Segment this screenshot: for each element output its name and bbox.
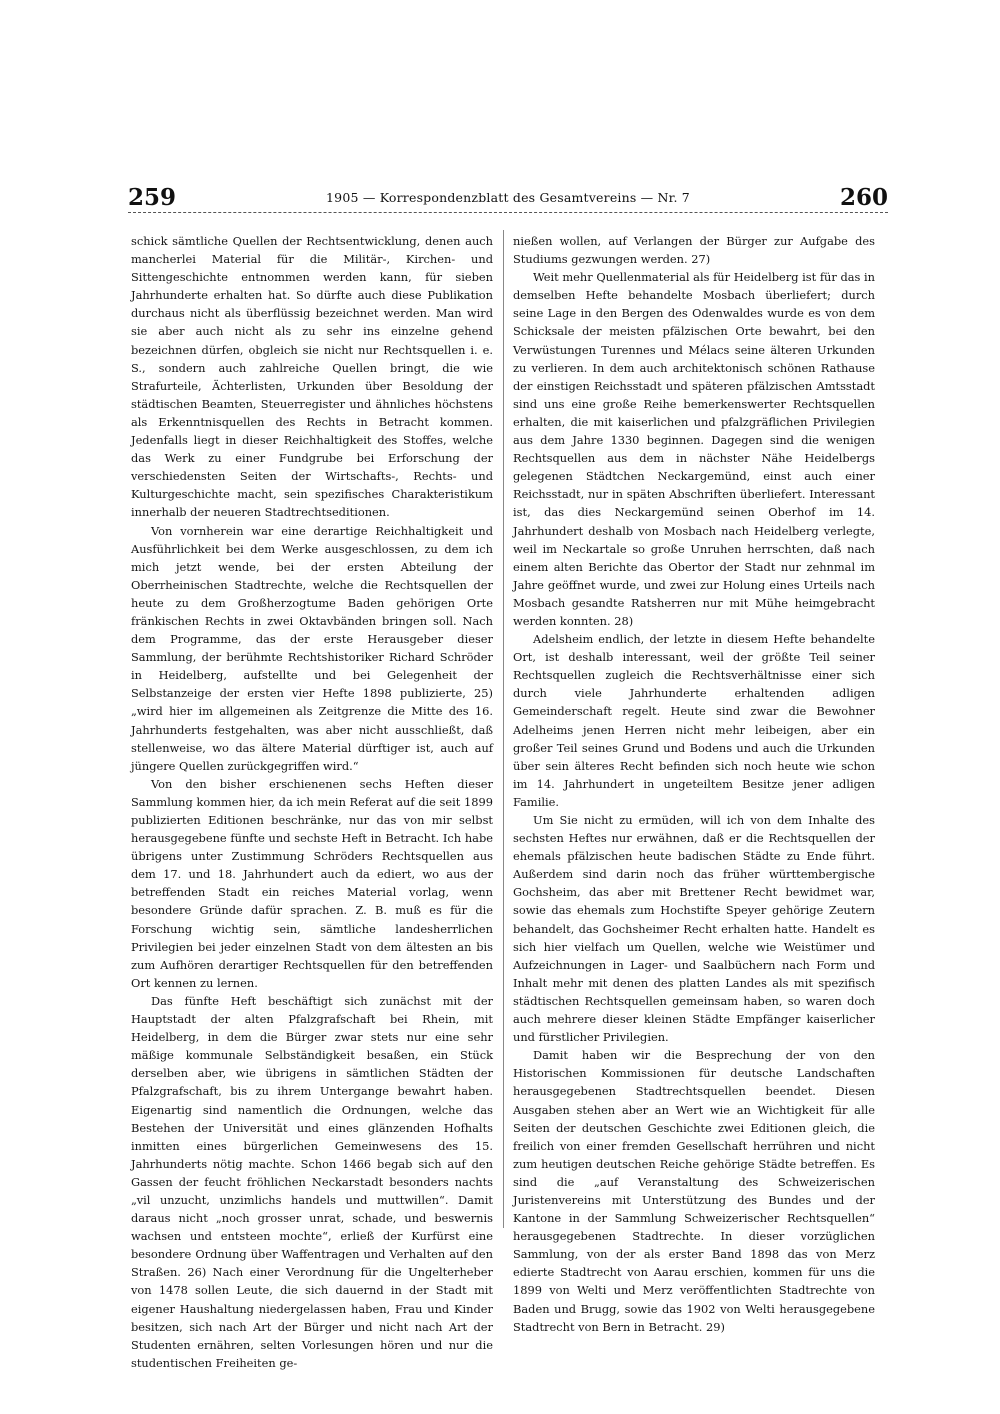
paragraph: nießen wollen, auf Verlangen der Bürger zur Aufgabe des Studiums gezwungen werden. 27) — [513, 234, 875, 267]
paragraph: Um Sie nicht zu ermüden, will ich von dem Inhalte des sechsten Heftes nur erwähnen, daß er die Rechtsquellen der ehemals pfälzischen heute badischen Städte zu Ende führt. Außerdem sind darin noch das früher württembergische Gochsheim, das aber mit Brettener Recht bewidmet war, sowie das ehemals zum Hochstifte Speyer gehörige Zeutern behandelt, das Gochsheimer Recht erhalten hatte. Handelt es sich hier vielfach um Quellen, welche wie Weistümer und Aufzeichnungen in Lager- und Saalbüchern nach Form und Inhalt mehr mit denen des platten Landes als mit spezifisch städtischen Rechtsquellen gemeinsam haben, so waren doch auch mehrere dieser kleinen Städte Empfänger kaiserlicher und fürstlicher Privilegien. — [513, 813, 875, 1045]
running-title: 1905 — Korrespondenzblatt des Gesamtvereins — Nr. 7 — [326, 190, 690, 205]
header-rule — [128, 212, 888, 213]
paragraph: Von vornherein war eine derartige Reichhaltigkeit und Ausführlichkeit bei dem Werke ausgeschlossen, zu dem ich mich jetzt wende, bei der ersten Abteilung der Oberrheinischen Stadtrechte, welche die Rechtsquellen der heute zu dem Großherzogtume Baden gehörigen Orte fränkischen Rechts in zwei Oktavbänden bringen soll. Nach dem Programme, das der erste Herausgeber dieser Sammlung, der berühmte Rechtshistoriker Richard Schröder in Heidelberg, aufstellte und bei Gelegenheit der Selbstanzeige der ersten vier Hefte 1898 publizierte, 25) „wird hier im allgemeinen als Zeitgrenze die Mitte des 16. Jahrhunderts festgehalten, was aber nicht ausschließt, daß stellenweise, wo das ältere Material dürftiger ist, auch auf jüngere Quellen zurückgegriffen wird.“ — [131, 523, 493, 773]
left-column — [131, 232, 493, 1372]
page-header — [128, 184, 888, 214]
paragraph: Adelsheim endlich, der letzte in diesem Hefte behandelte Ort, ist deshalb interessant, weil der größte Teil seiner Rechtsquellen zugleich die Rechtsverhältnisse einer sich durch viele Jahrhunderte erhaltenden adligen Gemeinderschaft regelt. Heute sind zwar die Bewohner Adelheims jenen Herren nicht mehr leibeigen, aber ein großer Teil seines Grund und Bodens und auch die Urkunden über sein älteres Recht befinden sich noch heute wie schon im 14. Jahrhundert in ungeteiltem Besitze jener adligen Familie. — [513, 632, 875, 809]
paragraph: Das fünfte Heft beschäftigt sich zunächst mit der Hauptstadt der alten Pfalzgrafschaft bei Rhein, mit Heidelberg, in dem die Bürger zwar stets nur eine sehr mäßige kommunale Selbständigkeit besaßen, ein Stück derselben aber, wie übrigens in sämtlichen Städten der Pfalzgrafschaft, bis zu ihrem Untergange bewahrt haben. Eigenartig sind namentlich die Ordnungen, welche das Bestehen der Universität und eines glänzenden Hofhalts inmitten eines bürgerlichen Gemeinwesens des 15. Jahrhunderts nötig machte. Schon 1466 begab sich auf den Gassen der feucht fröhlichen Neckarstadt besonders nachts „vil unzucht, unzimlichs handels und muttwillen“. Damit daraus nicht „noch grosser unrat, schade, und beswernis wachsen und entsteen mochte“, erließ der Kurfürst eine besondere Ordnung über Waffentragen und Verhalten auf den Straßen. 26) Nach einer Verordnung für die Ungelterheber von 1478 sollen Leute, die sich dauernd in der Stadt mit eigener Haushaltung niedergelassen haben, Frau und Kinder besitzen, sich nach Art der Bürger und nicht nach Art der Studenten ernähren, selten Vorlesungen hören und nur die studentischen Freiheiten ge- — [131, 993, 493, 1370]
column-divider — [503, 230, 504, 1228]
paragraph: Weit mehr Quellenmaterial als für Heidelberg ist für das in demselben Hefte behandelte Mosbach überliefert; durch seine Lage in den Bergen des Odenwaldes wurde es von dem Schicksale der meisten pfälzischen Orte bewahrt, bei den Verwüstungen Turennes und Mélacs seine älteren Urkunden zu verlieren. In dem auch architektonisch schönen Rathause der einstigen Reichsstadt und späteren pfälzischen Amtsstadt sind uns eine große Reihe bemerkenswerter Rechtsquellen erhalten, die mit kaiserlichen und pfalzgräflichen Privilegien aus dem Jahre 1330 beginnen. Dagegen sind die wenigen Rechtsquellen aus dem in nächster Nähe Heidelbergs gelegenen Städtchen Neckargemünd, einst auch einer Reichsstadt, nur in späten Abschriften überliefert. Interessant ist, das dies Neckargemünd seinen Oberhof im 14. Jahrhundert deshalb von Mosbach nach Heidelberg verlegte, weil im Neckartale so große Unruhen herrschten, daß nach einem alten Berichte das Obertor der Stadt nur zehnmal im Jahre geöffnet wurde, und zwei zur Holung eines Urteils nach Mosbach gesandte Ratsherren nur mit Mühe heimgebracht werden konnten. 28) — [513, 270, 875, 628]
page-number-right: 260 — [839, 184, 888, 211]
right-column — [513, 232, 875, 1336]
page-number-left: 259 — [128, 184, 177, 211]
paragraph: Damit haben wir die Besprechung der von den Historischen Kommissionen für deutsche Landschaften herausgegebenen Stadtrechtsquellen beendet. Diesen Ausgaben stehen aber an Wert wie an Wichtigkeit für alle Seiten der deutschen Geschichte zwei Editionen gleich, die freilich von einer fremden Gesellschaft herrühren und nicht zum heutigen deutschen Reiche gehörige Städte betreffen. Es sind die „auf Veranstaltung des Schweizerischen Juristenvereins mit Unterstützung des Bundes und der Kantone in der Sammlung Schweizerischer Rechtsquellen“ herausgegebenen Stadtrechte. In dieser vorzüglichen Sammlung, von der als erster Band 1898 das von Merz edierte Stadtrecht von Aarau erschien, kommen für uns die 1899 von Welti und Merz veröffentlichten Stadtrechte von Baden und Brugg, sowie das 1902 von Welti herausgegebene Stadtrecht von Bern in Betracht. 29) — [513, 1048, 875, 1334]
paragraph: Von den bisher erschienenen sechs Heften dieser Sammlung kommen hier, da ich mein Referat auf die seit 1899 publizierten Editionen beschränke, nur das von mir selbst herausgegebene fünfte und sechste Heft in Betracht. Ich habe übrigens unter Zustimmung Schröders Rechtsquellen aus dem 17. und 18. Jahrhundert auch da ediert, wo aus der betreffenden Stadt ein reiches Material vorlag, wenn besondere Gründe dafür sprachen. Z. B. muß es für die Forschung wichtig sein, sämtliche landesherrlichen Privilegien bei jeder einzelnen Stadt von dem ältesten an bis zum Aufhören derartiger Rechtsquellen für den betreffenden Ort kennen zu lernen. — [131, 776, 493, 990]
paragraph: schick sämtliche Quellen der Rechtsentwicklung, denen auch mancherlei Material für die Militär-, Kirchen- und Sittengeschichte entnommen werden kann, für sieben Jahrhunderte erhalten hat. So dürfte auch diese Publikation durchaus nicht als überflüssig bezeichnet werden. Man wird sie aber auch nicht als zu sehr ins einzelne gehend bezeichnen dürfen, obgleich sie nicht nur Rechtsquellen i. e. S., sondern auch zahlreiche Quellen bringt, die wie Strafurteile, Ächterlisten, Urkunden über Besoldung der städtischen Beamten, Steuerregister und ähnliches höchstens als Erkenntnisquellen des Rechts in Betracht kommen. Jedenfalls liegt in dieser Reichhaltigkeit des Stoffes, welche das Werk zu einer Fundgrube bei Erforschung der verschiedensten Seiten der Wirtschafts-, Rechts- und Kulturgeschichte macht, sein spezifisches Charakteristikum innerhalb der neueren Stadtrechtseditionen. — [131, 234, 493, 520]
